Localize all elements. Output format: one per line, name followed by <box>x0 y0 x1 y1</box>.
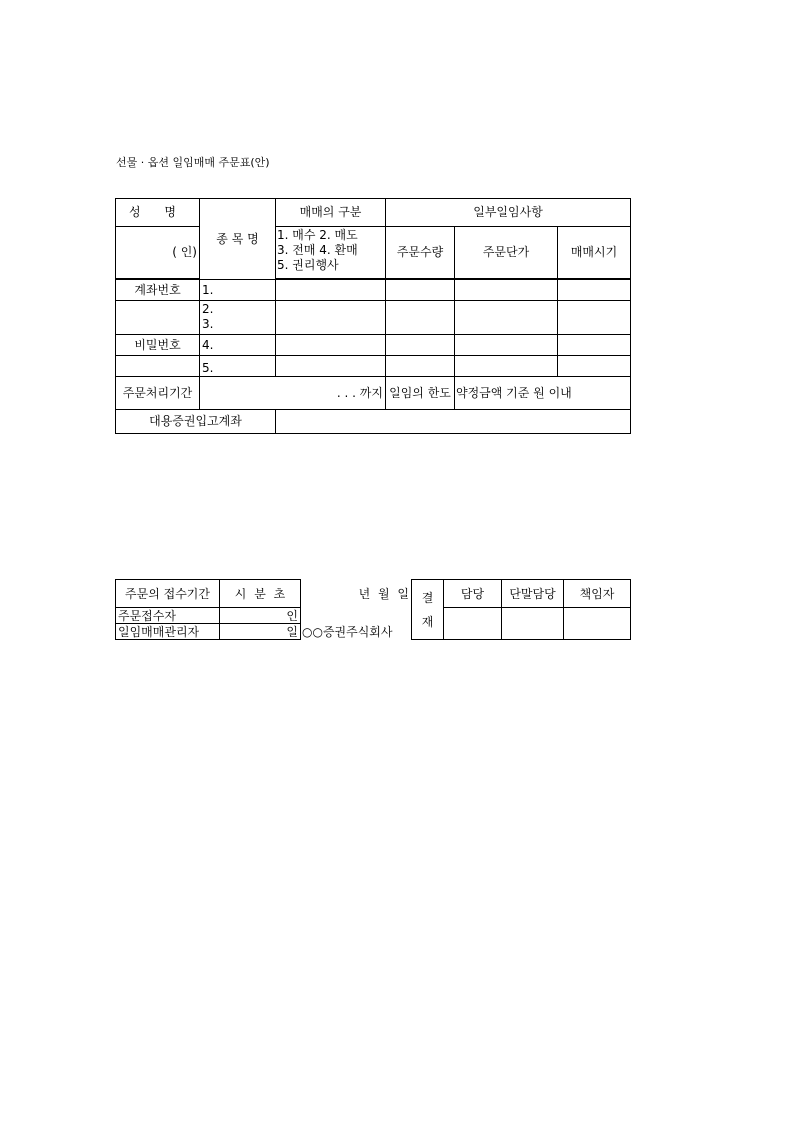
item-row-5[interactable]: 5. <box>200 356 276 377</box>
limit-label: 일임의 한도 <box>386 377 455 410</box>
receiver-label: 주문접수자 <box>116 608 220 624</box>
order-period-label: 주문처리기간 <box>116 377 200 410</box>
trade-type-options: 1. 매수 2. 매도 3. 전매 4. 환매 5. 권리행사 <box>276 227 386 279</box>
item-row-2-3[interactable]: 2. 3. <box>200 301 276 335</box>
receipt-time-value[interactable]: 시 분 초 <box>220 580 301 608</box>
password-field[interactable] <box>116 356 200 377</box>
trade-type-header: 매매의 구분 <box>276 199 386 227</box>
approver-terminal: 단말담당 <box>502 580 564 608</box>
company-name: ○○증권주식회사 <box>302 624 393 639</box>
account-no-field[interactable] <box>116 301 200 335</box>
substitute-account-field[interactable] <box>276 410 631 434</box>
trade-time-header: 매매시기 <box>558 227 631 279</box>
receiver-seal[interactable]: 인 <box>220 608 301 624</box>
seal-label: ( 인) <box>116 227 200 279</box>
manager-label: 일임매매관리자 <box>116 624 220 640</box>
item-name-header: 종 목 명 <box>200 199 276 280</box>
date-field[interactable]: 년 월 일 <box>358 586 409 601</box>
receipt-time-label: 주문의 접수기간 <box>116 580 220 608</box>
item-row-1[interactable]: 1. <box>200 280 276 301</box>
order-period-value[interactable]: . . . 까지 <box>200 377 386 410</box>
substitute-account-label: 대용증권입고계좌 <box>116 410 276 434</box>
password-label: 비밀번호 <box>116 335 200 356</box>
receipt-approval-table <box>115 579 631 640</box>
page-title: 선물 · 옵션 일임매매 주문표(안) <box>116 156 270 169</box>
approval-box-terminal[interactable] <box>502 608 564 640</box>
order-form-table <box>115 198 631 434</box>
item-row-4[interactable]: 4. <box>200 335 276 356</box>
name-label: 성 명 <box>116 199 200 227</box>
approver-staff: 담당 <box>444 580 502 608</box>
limit-value[interactable]: 약정금액 기준 원 이내 <box>455 377 631 410</box>
account-no-label: 계좌번호 <box>116 280 200 301</box>
approval-box-staff[interactable] <box>444 608 502 640</box>
order-qty-header: 주문수량 <box>386 227 455 279</box>
approver-chief: 책임자 <box>564 580 631 608</box>
approval-label: 결 재 <box>412 580 444 640</box>
manager-seal[interactable]: 일 <box>220 624 301 640</box>
discretion-header: 일부일임사항 <box>386 199 631 227</box>
order-price-header: 주문단가 <box>455 227 558 279</box>
approval-box-chief[interactable] <box>564 608 631 640</box>
